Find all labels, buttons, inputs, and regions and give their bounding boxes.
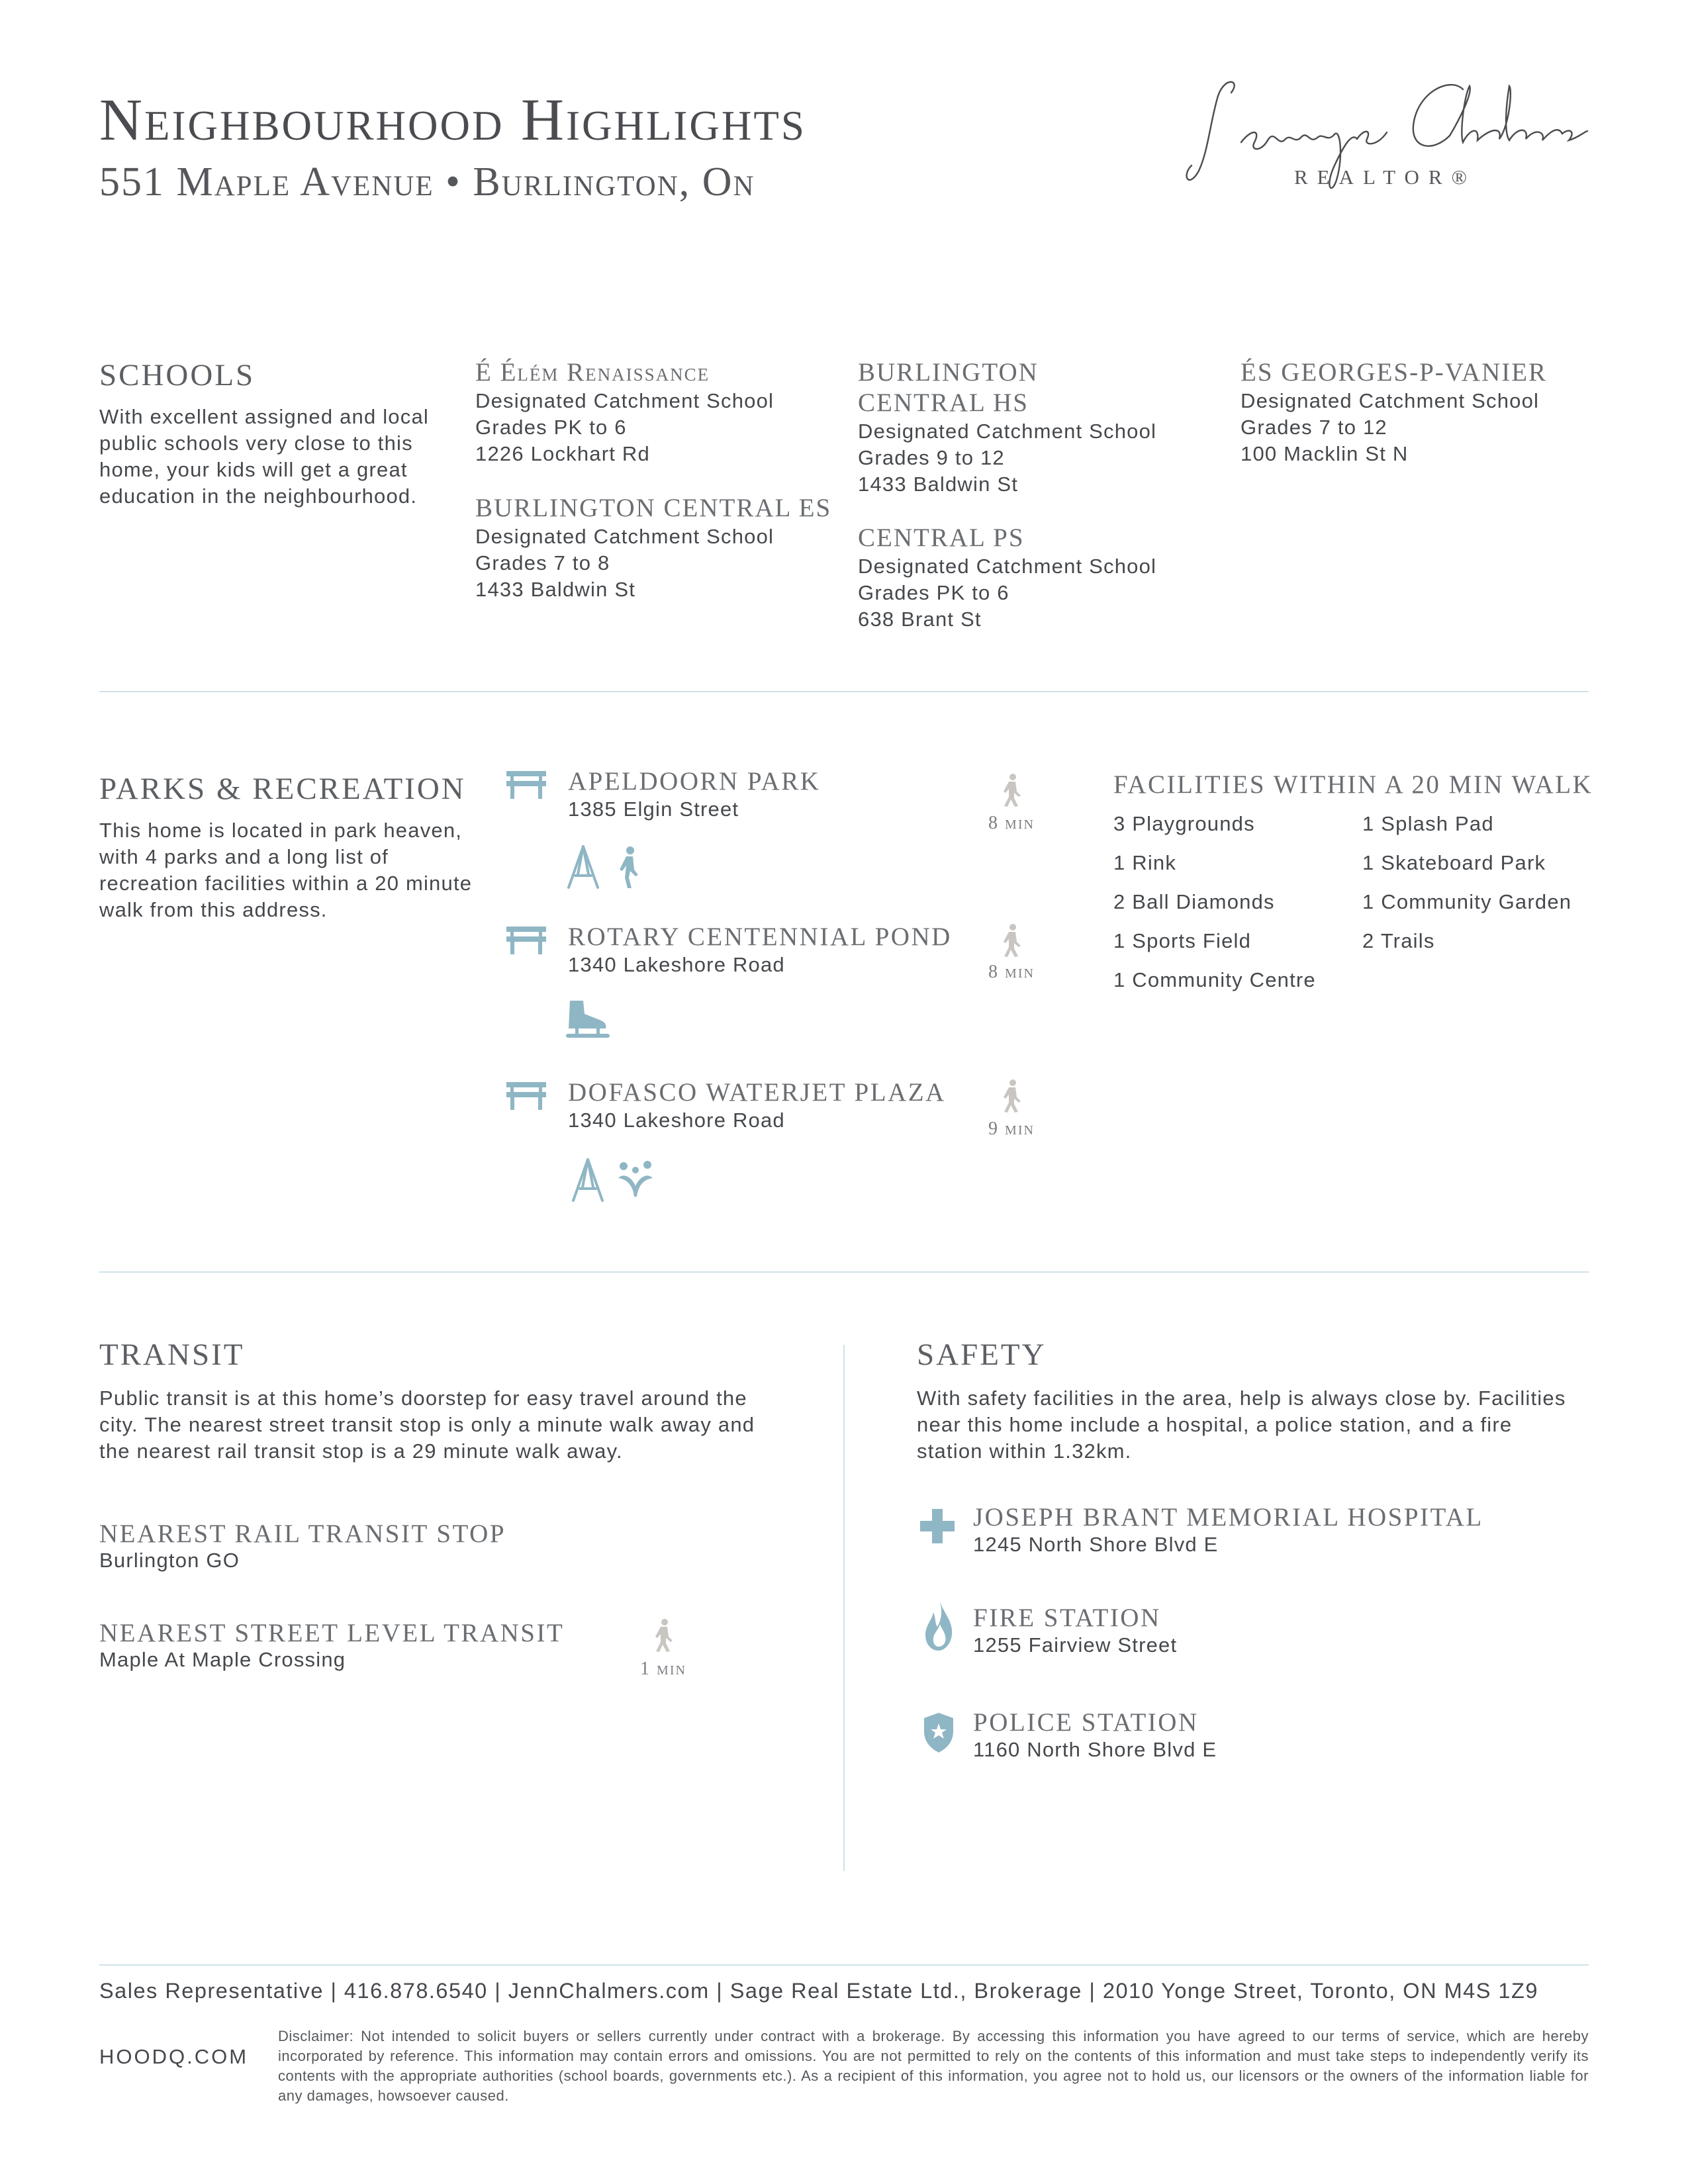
school-address: 1433 Baldwin St: [858, 473, 1019, 496]
trail-walker-icon: [616, 846, 639, 893]
school-name: BURLINGTON CENTRAL HS: [858, 358, 1039, 417]
school-address: 100 Macklin St N: [1241, 442, 1409, 465]
walk-time: 8 min: [988, 813, 1035, 833]
footer-divider: [99, 1964, 1589, 1966]
park-name: DOFASCO WATERJET PLAZA: [568, 1078, 946, 1107]
school-card: [475, 493, 833, 603]
footer-contact: Sales Representative | 416.878.6540 | JennChalmers.com | Sage Real Estate Ltd., Brokerage | 2010 Yonge Street, Toronto, ON M4S 1Z9: [99, 1979, 1538, 2003]
walk-time: 1 min: [640, 1659, 686, 1679]
school-name: ÉS GEORGES-P-VANIER: [1241, 358, 1548, 387]
safety-name: FIRE STATION: [973, 1604, 1161, 1632]
safety-name: JOSEPH BRANT MEMORIAL HOSPITAL: [973, 1503, 1483, 1531]
safety-address: 1255 Fairview Street: [973, 1633, 1178, 1657]
splash-pad-icon: [614, 1160, 657, 1201]
school-name: CENTRAL PS: [858, 523, 1025, 552]
playground-icon: [571, 1157, 605, 1206]
hospital-cross-icon: [920, 1509, 955, 1547]
footer-disclaimer: Disclaimer: Not intended to solicit buyers or sellers currently under contract with a brokerage. By accessing this information you have agreed to our terms of service, which are hereby incorporated by reference. This information may contain errors and omissions. You are not permitted to rely on the contents of this information and must take steps to independently verify its contents with the appropriate authorities (school boards, governments etc.). As a recipient of this information, you agree not to hold us, our licensors or the owners of the information liable for any damages, howsoever caused.: [278, 2028, 1589, 2104]
facility-item: 2 Ball Diamonds: [1113, 890, 1275, 913]
skate-icon: [566, 999, 610, 1044]
school-type: Designated Catchment School: [475, 525, 774, 548]
transit-heading: TRANSIT: [99, 1338, 245, 1372]
bench-icon: [506, 770, 546, 802]
page-title: Neighbourhood Highlights: [99, 87, 806, 153]
facility-item: 1 Community Garden: [1362, 890, 1572, 913]
parks-heading: PARKS & RECREATION: [99, 772, 466, 806]
schools-description: With excellent assigned and local public schools very close to this home, your kids will get a great education in the neighbourhood.: [99, 405, 429, 508]
safety-description: With safety facilities in the area, help is always close by. Facilities near this home include a hospital, a police station, and a fire station within 1.32km.: [917, 1387, 1566, 1463]
rail-transit-name: Burlington GO: [99, 1549, 240, 1572]
school-address: 638 Brant St: [858, 608, 982, 631]
walk-icon: [651, 1618, 675, 1656]
park-address: 1340 Lakeshore Road: [568, 1109, 785, 1132]
safety-heading: SAFETY: [917, 1338, 1047, 1372]
school-grades: Grades PK to 6: [858, 581, 1009, 604]
flame-icon: [924, 1600, 953, 1655]
facility-item: 2 Trails: [1362, 929, 1435, 952]
section-divider: [99, 691, 1589, 692]
park-address: 1340 Lakeshore Road: [568, 953, 785, 976]
walk-time: 9 min: [988, 1118, 1035, 1139]
street-transit-heading: NEAREST STREET LEVEL TRANSIT: [99, 1619, 565, 1647]
school-address: 1226 Lockhart Rd: [475, 442, 650, 465]
page-address: 551 Maple Avenue • Burlington, On: [99, 159, 755, 205]
facility-item: 1 Community Centre: [1113, 968, 1316, 991]
school-card: [858, 357, 1157, 498]
school-grades: Grades 9 to 12: [858, 446, 1005, 469]
school-type: Designated Catchment School: [858, 555, 1157, 578]
rail-transit-heading: NEAREST RAIL TRANSIT STOP: [99, 1520, 506, 1548]
walk-icon: [1000, 773, 1023, 811]
school-address: 1433 Baldwin St: [475, 578, 636, 601]
safety-name: POLICE STATION: [973, 1708, 1199, 1737]
school-type: Designated Catchment School: [858, 420, 1157, 443]
column-divider: [843, 1345, 845, 1871]
park-address: 1385 Elgin Street: [568, 797, 739, 821]
park-name: APELDOORN PARK: [568, 767, 821, 796]
realtor-logo: [1178, 66, 1595, 205]
bench-icon: [506, 1081, 546, 1113]
playground-icon: [566, 844, 600, 893]
school-name: BURLINGTON CENTRAL ES: [475, 494, 832, 522]
section-divider: [99, 1271, 1589, 1273]
school-card: [475, 357, 833, 467]
street-transit-name: Maple At Maple Crossing: [99, 1648, 346, 1671]
school-card: [1241, 357, 1598, 467]
school-card: [858, 523, 1215, 633]
facilities-column-2: [1362, 812, 1571, 968]
transit-description: Public transit is at this home’s doorstep for easy travel around the city. The nearest street transit stop is only a minute walk away and the nearest rail transit stop is a 29 minute walk away.: [99, 1387, 755, 1463]
park-name: ROTARY CENTENNIAL POND: [568, 923, 952, 951]
school-grades: Grades PK to 6: [475, 416, 627, 439]
safety-address: 1245 North Shore Blvd E: [973, 1533, 1219, 1556]
facilities-heading: FACILITIES WITHIN A 20 MIN WALK: [1113, 770, 1593, 799]
schools-heading: SCHOOLS: [99, 358, 256, 392]
facilities-column-1: [1113, 812, 1316, 1007]
footer-brand: HOODQ.COM: [99, 2045, 249, 2068]
school-name: É Élém Renaissance: [475, 358, 710, 387]
school-type: Designated Catchment School: [1241, 389, 1540, 412]
school-grades: Grades 7 to 8: [475, 551, 610, 574]
school-type: Designated Catchment School: [475, 389, 774, 412]
logo-role: REALTOR®: [1294, 165, 1477, 189]
facility-item: 3 Playgrounds: [1113, 812, 1255, 835]
facility-item: 1 Splash Pad: [1362, 812, 1494, 835]
walk-time: 8 min: [988, 962, 1035, 982]
parks-description: This home is located in park heaven, with 4 parks and a long list of recreation facilities within a 20 minute walk from this address.: [99, 819, 473, 921]
police-shield-icon: [924, 1713, 953, 1756]
safety-address: 1160 North Shore Blvd E: [973, 1738, 1217, 1761]
facility-item: 1 Skateboard Park: [1362, 851, 1546, 874]
bench-icon: [506, 925, 546, 958]
facility-item: 1 Rink: [1113, 851, 1177, 874]
walk-icon: [1000, 923, 1023, 961]
facility-item: 1 Sports Field: [1113, 929, 1252, 952]
school-grades: Grades 7 to 12: [1241, 416, 1387, 439]
walk-icon: [1000, 1079, 1023, 1116]
